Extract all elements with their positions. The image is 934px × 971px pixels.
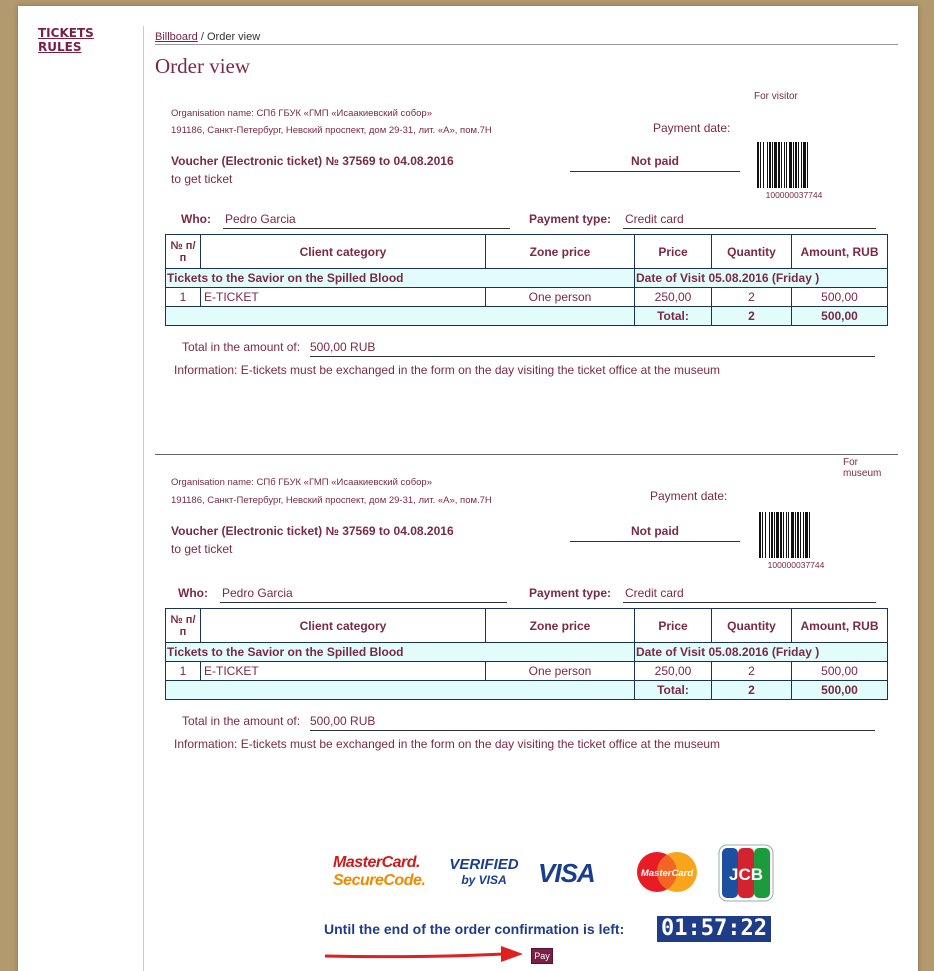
- sidebar: [38, 26, 94, 54]
- col-header-quantity: Quantity: [712, 609, 792, 643]
- barcode-bar: [778, 142, 780, 188]
- cell-total-qty: 2: [712, 307, 792, 326]
- table-section-row: [166, 269, 888, 288]
- cell-total-blank: [166, 307, 635, 326]
- payment-date-label: Payment date:: [653, 121, 731, 135]
- section-title: Tickets to the Savior on the Spilled Blood: [166, 269, 635, 288]
- barcode-bar: [798, 142, 799, 188]
- information-text: Information: E-tickets must be exchanged in the form on the day visiting the ticket office at the museum: [174, 737, 721, 751]
- barcode-bar: [762, 512, 763, 558]
- barcode-bar: [803, 512, 804, 558]
- barcode-bar: [789, 142, 792, 188]
- cell-quantity: 2: [712, 288, 792, 307]
- barcode-bar: [793, 142, 794, 188]
- table-header-row: [166, 235, 888, 269]
- barcode-bar: [769, 142, 771, 188]
- barcode-bar: [786, 142, 787, 188]
- barcode-bar: [800, 512, 801, 558]
- mastercard-securecode-logo: [333, 854, 433, 890]
- barcode: [757, 142, 829, 188]
- org-address: 191186, Санкт-Петербург, Невский проспект, дом 29-31, лит. «А», пом.7Н: [171, 495, 492, 506]
- red-arrow-icon: [323, 944, 533, 964]
- status-badge: Not paid: [570, 524, 740, 542]
- barcode-bar: [760, 142, 761, 188]
- cell-price: 250,00: [635, 288, 712, 307]
- col-header-category: Client category: [201, 609, 486, 643]
- mastercard-text: MasterCard: [640, 868, 694, 879]
- voucher-visitor: [155, 88, 898, 448]
- payment-logos: [333, 844, 773, 904]
- cell-amount: 500,00: [792, 288, 888, 307]
- cell-total-label: Total:: [635, 307, 712, 326]
- table-header-row: [166, 609, 888, 643]
- barcode-bar: [776, 512, 779, 558]
- verified-by-visa-logo: [448, 856, 520, 887]
- copy-label: For museum: [843, 457, 882, 479]
- barcode-bar: [763, 142, 764, 188]
- cell-category: E-TICKET: [201, 662, 486, 681]
- status-badge: Not paid: [570, 154, 740, 172]
- barcode-bar: [765, 512, 766, 558]
- col-header-quantity: Quantity: [712, 235, 792, 269]
- table-section-row: [166, 643, 888, 662]
- total-amount-value: 500,00 RUB: [310, 714, 875, 731]
- page-title: Order view: [155, 54, 251, 78]
- tickets-table: [165, 234, 888, 326]
- org-name: Organisation name: СПб ГБУК «ГМП «Исаакиевский собор»: [171, 477, 432, 488]
- payment-type-label: Payment type:: [529, 586, 612, 600]
- cell-total-amount: 500,00: [792, 307, 888, 326]
- breadcrumb-link-billboard[interactable]: Billboard: [155, 31, 198, 43]
- cell-quantity: 2: [712, 662, 792, 681]
- verified-line2: by VISA: [461, 873, 507, 887]
- cell-total-amount: 500,00: [792, 681, 888, 700]
- barcode-bar: [759, 512, 761, 558]
- barcode-bar: [807, 142, 808, 188]
- sidebar-link-tickets[interactable]: TICKETS: [38, 26, 94, 40]
- voucher-title: Voucher (Electronic ticket) № 37569 to 04.08.2016: [171, 524, 454, 538]
- barcode-bar: [783, 512, 784, 558]
- total-amount-label: Total in the amount of:: [182, 340, 301, 354]
- col-header-amount: Amount, RUB: [792, 609, 888, 643]
- who-label: Who:: [181, 212, 211, 226]
- barcode-bar: [788, 512, 789, 558]
- cell-zone: One person: [486, 662, 635, 681]
- breadcrumb: [155, 31, 898, 45]
- countdown-timer: 01:57:22: [657, 916, 771, 942]
- table-row: [166, 288, 888, 307]
- mastercard-securecode-line2: SecureCode.: [333, 872, 426, 889]
- sidebar-link-rules[interactable]: RULES: [38, 40, 82, 54]
- barcode-bar: [771, 512, 773, 558]
- table-total-row: [166, 681, 888, 700]
- cell-price: 250,00: [635, 662, 712, 681]
- payment-date-label: Payment date:: [650, 489, 728, 503]
- barcode-bar: [791, 512, 794, 558]
- barcode-bar: [801, 142, 802, 188]
- barcode-bar: [780, 512, 782, 558]
- barcode-bar: [784, 142, 785, 188]
- total-amount-label: Total in the amount of:: [182, 714, 301, 728]
- pay-button[interactable]: Pay: [531, 948, 553, 964]
- cell-total-label: Total:: [635, 681, 712, 700]
- barcode-bar: [805, 512, 808, 558]
- org-address: 191186, Санкт-Петербург, Невский проспект, дом 29-31, лит. «А», пом.7Н: [171, 125, 492, 136]
- barcode-bar: [781, 142, 782, 188]
- barcode-bar: [757, 142, 759, 188]
- barcode-bar: [795, 142, 797, 188]
- barcode-bar: [772, 142, 773, 188]
- payment-type-value: Credit card: [623, 586, 876, 603]
- barcode-bar: [797, 512, 799, 558]
- cell-total-qty: 2: [712, 681, 792, 700]
- barcode-bar: [774, 142, 777, 188]
- barcode-number: 100000037744: [765, 190, 823, 200]
- who-label: Who:: [178, 586, 208, 600]
- cell-total-blank: [166, 681, 635, 700]
- section-title: Tickets to the Savior on the Spilled Blood: [166, 643, 635, 662]
- jcb-logo: [718, 844, 774, 902]
- section-date: Date of Visit 05.08.2016 (Friday ): [635, 269, 888, 288]
- to-get-ticket: to get ticket: [171, 172, 233, 186]
- col-header-zone: Zone price: [486, 235, 635, 269]
- barcode-bar: [774, 512, 775, 558]
- total-amount-value: 500,00 RUB: [310, 340, 875, 357]
- col-header-price: Price: [635, 235, 712, 269]
- breadcrumb-separator: /: [197, 31, 207, 43]
- information-text: Information: E-tickets must be exchanged in the form on the day visiting the ticket office at the museum: [174, 363, 721, 377]
- payment-type-label: Payment type:: [529, 212, 612, 226]
- verified-line1: VERIFIED: [449, 856, 519, 873]
- mastercard-logo: [636, 850, 698, 894]
- sidebar-divider: [143, 26, 144, 971]
- table-total-row: [166, 307, 888, 326]
- who-value: Pedro Garcia: [220, 586, 507, 603]
- col-header-amount: Amount, RUB: [792, 235, 888, 269]
- tickets-table: [165, 608, 888, 700]
- page: [18, 6, 918, 971]
- jcb-text: JCB: [728, 865, 764, 884]
- to-get-ticket: to get ticket: [171, 542, 233, 556]
- col-header-zone: Zone price: [486, 609, 635, 643]
- mastercard-securecode-line1: MasterCard.: [333, 854, 420, 871]
- col-header-no: № п/п: [166, 609, 201, 643]
- org-name: Organisation name: СПб ГБУК «ГМП «Исаакиевский собор»: [171, 108, 432, 119]
- section-date: Date of Visit 05.08.2016 (Friday ): [635, 643, 888, 662]
- barcode-bar: [809, 512, 810, 558]
- cell-category: E-TICKET: [201, 288, 486, 307]
- barcode-bar: [786, 512, 787, 558]
- col-header-price: Price: [635, 609, 712, 643]
- col-header-no: № п/п: [166, 235, 201, 269]
- barcode-bar: [803, 142, 806, 188]
- cell-zone: One person: [486, 288, 635, 307]
- barcode-number: 100000037744: [767, 560, 825, 570]
- who-value: Pedro Garcia: [223, 212, 510, 229]
- barcode-bar: [795, 512, 796, 558]
- voucher-museum: [155, 454, 898, 814]
- copy-label: For visitor: [754, 91, 798, 102]
- cell-amount: 500,00: [792, 662, 888, 681]
- cell-no: 1: [166, 288, 201, 307]
- visa-logo: VISA: [538, 858, 595, 888]
- barcode-bar: [767, 142, 768, 188]
- barcode: [759, 512, 831, 558]
- voucher-title: Voucher (Electronic ticket) № 37569 to 04.08.2016: [171, 154, 454, 168]
- payment-type-value: Credit card: [623, 212, 876, 229]
- barcode-bar: [769, 512, 770, 558]
- breadcrumb-current: Order view: [206, 31, 261, 43]
- cell-no: 1: [166, 662, 201, 681]
- table-row: [166, 662, 888, 681]
- col-header-category: Client category: [201, 235, 486, 269]
- countdown-label: Until the end of the order confirmation is left:: [324, 921, 625, 937]
